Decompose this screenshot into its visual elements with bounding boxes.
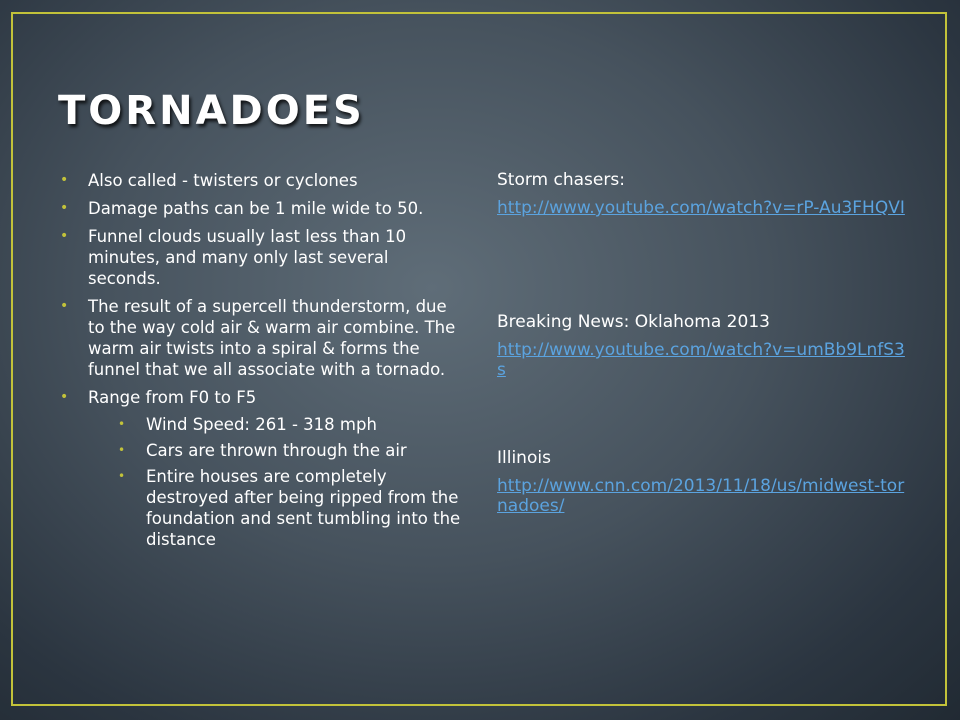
link-block-illinois — [497, 448, 907, 516]
link-label: Storm chasers: — [497, 170, 625, 190]
link-label: Illinois — [497, 448, 551, 468]
link-block-oklahoma — [497, 312, 907, 380]
news-link[interactable]: http://www.cnn.com/2013/11/18/us/midwest-tornadoes/ — [497, 476, 905, 516]
sub-bullet-item: • Entire houses are completely destroyed after being ripped from the foundation and sent tumbling into the distance — [118, 466, 465, 550]
link-label: Breaking News: Oklahoma 2013 — [497, 312, 770, 332]
slide-title: TORNADOES — [58, 88, 365, 134]
left-content — [60, 170, 465, 557]
link-block-storm-chasers — [497, 170, 907, 218]
bullet-item: • The result of a supercell thunderstorm, due to the way cold air & warm air combine. The warm air twists into a spiral & forms the funnel that we all associate with a tornado. — [60, 296, 465, 380]
bullet-list — [60, 170, 465, 550]
sub-bullet-item: • Wind Speed: 261 - 318 mph — [118, 414, 465, 435]
bullet-item: • Also called - twisters or cyclones — [60, 170, 465, 191]
bullet-text: Range from F0 to F5 — [88, 388, 257, 407]
video-link[interactable]: http://www.youtube.com/watch?v=rP-Au3FHQVI — [497, 198, 905, 218]
bullet-item — [60, 387, 465, 550]
video-link[interactable]: http://www.youtube.com/watch?v=umBb9LnfS3s — [497, 340, 905, 380]
bullet-item: • Damage paths can be 1 mile wide to 50. — [60, 198, 465, 219]
sub-bullet-list — [88, 414, 465, 550]
sub-bullet-item: • Cars are thrown through the air — [118, 440, 465, 461]
bullet-item: • Funnel clouds usually last less than 10 minutes, and many only last several seconds. — [60, 226, 465, 289]
